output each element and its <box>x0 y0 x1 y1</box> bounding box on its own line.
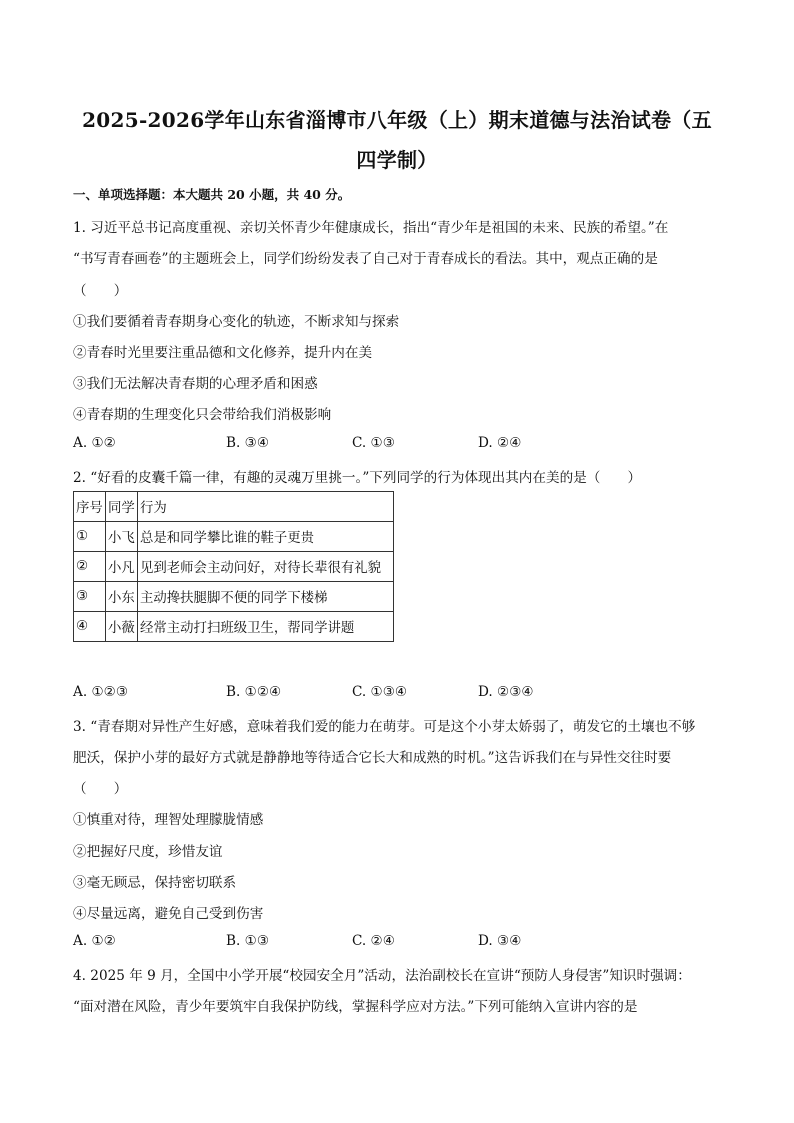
table-cell: 见到老师会主动问好，对待长辈很有礼貌 <box>138 552 394 582</box>
table-header-cell: 行为 <box>138 492 394 522</box>
table-cell: ② <box>74 552 106 582</box>
table-row <box>74 582 394 612</box>
q2-option-c: C. ①③④ <box>352 684 408 700</box>
q3-stem-line-2: 肥沃，保护小芽的最好方式就是静静地等待适合它长大和成熟的时机。”这告诉我们在与异性交往时要 <box>73 750 672 766</box>
q3-option-c: C. ②④ <box>352 933 395 949</box>
table-header-row <box>74 492 394 522</box>
q3-stem-line-3: （ ） <box>73 781 128 797</box>
q2-option-a: A. ①②③ <box>73 684 129 700</box>
table-cell: 总是和同学攀比谁的鞋子更贵 <box>138 522 394 552</box>
q3-item-1: ①慎重对待，理智处理朦胧情感 <box>73 812 264 828</box>
q1-stem-line-2: “书写青春画卷”的主题班会上，同学们纷纷发表了自己对于青春成长的看法。其中，观点正确的是 <box>73 251 658 267</box>
q1-item-1: ①我们要循着青春期身心变化的轨迹，不断求知与探索 <box>73 314 400 330</box>
section-heading: 一、单项选择题：本大题共 20 小题，共 40 分。 <box>73 187 351 202</box>
exam-title-line-1: 2025-2026学年山东省淄博市八年级（上）期末道德与法治试卷（五 <box>82 108 712 132</box>
q3-item-3: ③毫无顾忌，保持密切联系 <box>73 875 237 891</box>
table-cell: 小飞 <box>106 522 138 552</box>
q3-item-2: ②把握好尺度，珍惜友谊 <box>73 844 223 860</box>
table-cell: ① <box>74 522 106 552</box>
table-cell: ④ <box>74 612 106 642</box>
table-cell: 小薇 <box>106 612 138 642</box>
q1-stem-line-1: 1. 习近平总书记高度重视、亲切关怀青少年健康成长，指出“青少年是祖国的未来、民族的希望。”在 <box>73 220 669 236</box>
q2-stem: 2. “好看的皮囊千篇一律，有趣的灵魂万里挑一。”下列同学的行为体现出其内在美的是（ ） <box>73 470 642 486</box>
table-cell: 主动搀扶腿脚不便的同学下楼梯 <box>138 582 394 612</box>
q2-option-d: D. ②③④ <box>478 684 534 700</box>
q3-option-b: B. ①③ <box>226 933 270 949</box>
q3-item-4: ④尽量远离，避免自己受到伤害 <box>73 906 264 922</box>
q1-item-3: ③我们无法解决青春期的心理矛盾和困惑 <box>73 376 318 392</box>
table-row <box>74 552 394 582</box>
table-cell: 小东 <box>106 582 138 612</box>
q3-stem-line-1: 3. “青春期对异性产生好感，意味着我们爱的能力在萌芽。可是这个小芽太娇弱了，萌发它的土壤也不够 <box>73 719 696 735</box>
table-cell: 经常主动打扫班级卫生，帮同学讲题 <box>138 612 394 642</box>
q1-stem-line-3: （ ） <box>73 283 128 299</box>
table-cell: ③ <box>74 582 106 612</box>
q4-stem-line-1: 4. 2025 年 9 月，全国中小学开展“校园安全月”活动，法治副校长在宣讲“预防人身侵害”知识时强调： <box>73 968 691 984</box>
q1-option-d: D. ②④ <box>478 435 522 451</box>
q1-item-4: ④青春期的生理变化只会带给我们消极影响 <box>73 407 332 423</box>
q3-option-a: A. ①② <box>73 933 116 949</box>
q1-item-2: ②青春时光里要注重品德和文化修养，提升内在美 <box>73 345 373 361</box>
table-header-cell: 同学 <box>106 492 138 522</box>
table-header-cell: 序号 <box>74 492 106 522</box>
q4-stem-line-2: “面对潜在风险，青少年要筑牢自我保护防线，掌握科学应对方法。”下列可能纳入宣讲内容的是 <box>73 999 638 1015</box>
q2-table <box>73 491 394 642</box>
table-cell: 小凡 <box>106 552 138 582</box>
q3-option-d: D. ③④ <box>478 933 522 949</box>
q1-option-b: B. ③④ <box>226 435 270 451</box>
q1-option-a: A. ①② <box>73 435 116 451</box>
table-row <box>74 522 394 552</box>
exam-title-line-2: 四学制） <box>356 148 438 172</box>
table-row <box>74 612 394 642</box>
q2-option-b: B. ①②④ <box>226 684 282 700</box>
q1-option-c: C. ①③ <box>352 435 395 451</box>
